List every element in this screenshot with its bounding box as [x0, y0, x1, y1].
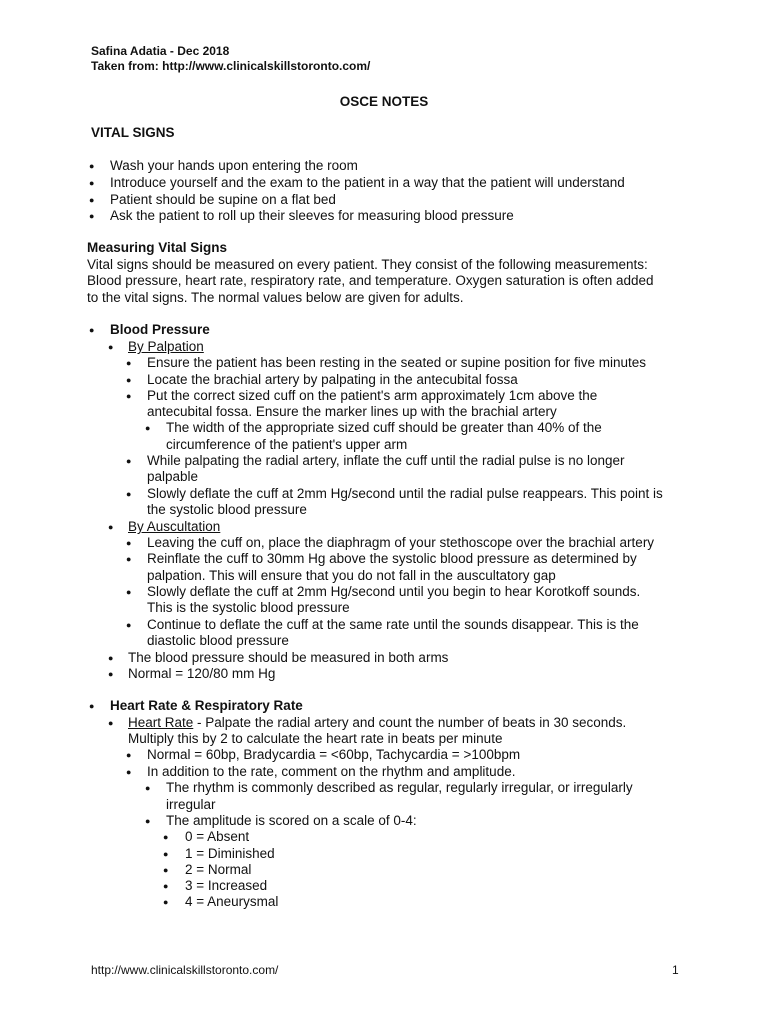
bullet-icon: ●: [89, 195, 95, 205]
author-line: Safina Adatia - Dec 2018: [91, 44, 230, 58]
bullet-icon: ●: [126, 358, 132, 368]
bullet-icon: ●: [126, 620, 132, 630]
list-item: 3 = Increased: [185, 878, 268, 893]
bullet-icon: ●: [89, 325, 95, 335]
bullet-icon: ●: [126, 767, 132, 777]
list-item: Continue to deflate the cuff at the same rate until the sounds disappear. This is the: [147, 617, 639, 632]
list-item-continued: circumference of the patient's upper arm: [166, 437, 408, 452]
bullet-icon: ●: [163, 865, 169, 875]
list-item-continued: This is the systolic blood pressure: [147, 600, 350, 615]
bullet-icon: ●: [126, 554, 132, 564]
bullet-icon: ●: [145, 423, 151, 433]
list-item: Normal = 120/80 mm Hg: [128, 666, 276, 681]
list-item: Reinflate the cuff to 30mm Hg above the systolic blood pressure as determined by: [147, 551, 637, 566]
list-item: Normal = 60bp, Bradycardia = <60bp, Tachycardia = >100bpm: [147, 747, 521, 762]
bp-heading: Blood Pressure: [110, 322, 210, 337]
list-item: The rhythm is commonly described as regular, regularly irregular, or irregularly: [166, 780, 633, 795]
heart-rate-label: Heart Rate: [128, 715, 194, 730]
list-item: Leaving the cuff on, place the diaphragm of your stethoscope over the brachial artery: [147, 535, 655, 550]
bullet-icon: ●: [108, 653, 114, 663]
paragraph-line: to the vital signs. The normal values below are given for adults.: [87, 290, 464, 305]
bullet-icon: ●: [163, 849, 169, 859]
list-item: Slowly deflate the cuff at 2mm Hg/second until you begin to hear Korotkoff sounds.: [147, 584, 641, 599]
paragraph-line: Blood pressure, heart rate, respiratory rate, and temperature. Oxygen saturation is often added: [87, 273, 654, 288]
bullet-icon: ●: [89, 211, 95, 221]
list-item: Slowly deflate the cuff at 2mm Hg/second until the radial pulse reappears. This point is: [147, 486, 663, 501]
list-item: 4 = Aneurysmal: [185, 894, 279, 909]
list-item-continued: Multiply this by 2 to calculate the heart rate in beats per minute: [128, 731, 503, 746]
list-item: Put the correct sized cuff on the patient's arm approximately 1cm above the: [147, 388, 598, 403]
bullet-icon: ●: [108, 718, 114, 728]
list-item: The blood pressure should be measured in both arms: [128, 650, 449, 665]
list-item: The amplitude is scored on a scale of 0-4:: [166, 813, 417, 828]
list-item: Ask the patient to roll up their sleeves for measuring blood pressure: [110, 208, 514, 223]
auscultation-label: By Auscultation: [128, 519, 221, 534]
document-title: OSCE NOTES: [339, 94, 429, 109]
bullet-icon: ●: [126, 489, 132, 499]
paragraph-line: Vital signs should be measured on every patient. They consist of the following measurements:: [87, 257, 648, 272]
page-number: 1: [672, 963, 679, 977]
bullet-icon: ●: [145, 816, 151, 826]
section-heading: VITAL SIGNS: [91, 125, 175, 140]
bullet-icon: ●: [89, 701, 95, 711]
list-item: In addition to the rate, comment on the rhythm and amplitude.: [147, 764, 516, 779]
bullet-icon: ●: [126, 456, 132, 466]
bullet-icon: ●: [163, 832, 169, 842]
list-item: Patient should be supine on a flat bed: [110, 192, 336, 207]
bullet-icon: ●: [108, 522, 114, 532]
list-item: The width of the appropriate sized cuff should be greater than 40% of the: [166, 420, 602, 435]
list-item: Ensure the patient has been resting in the seated or supine position for five minutes: [147, 355, 647, 370]
bullet-icon: ●: [108, 669, 114, 679]
list-item-continued: irregular: [166, 797, 216, 812]
bullet-icon: ●: [145, 783, 151, 793]
footer-url: http://www.clinicalskillstoronto.com/: [91, 963, 279, 977]
palpation-label: By Palpation: [128, 339, 204, 354]
bullet-icon: ●: [163, 881, 169, 891]
list-item-continued: diastolic blood pressure: [147, 633, 289, 648]
bullet-icon: ●: [126, 375, 132, 385]
list-item-continued: the systolic blood pressure: [147, 502, 307, 517]
list-item-continued: antecubital fossa. Ensure the marker lines up with the brachial artery: [147, 404, 557, 419]
subsection-heading: Measuring Vital Signs: [87, 240, 228, 255]
heart-rate-text: - Palpate the radial artery and count the number of beats in 30 seconds.: [193, 715, 627, 730]
list-item: Introduce yourself and the exam to the patient in a way that the patient will understand: [110, 175, 625, 190]
bullet-icon: ●: [163, 897, 169, 907]
source-line: Taken from: http://www.clinicalskillstoronto.com/: [91, 59, 371, 73]
bullet-icon: ●: [126, 587, 132, 597]
bullet-icon: ●: [126, 538, 132, 548]
list-item: 0 = Absent: [185, 829, 250, 844]
list-item: [128, 715, 626, 731]
hr-heading: Heart Rate & Respiratory Rate: [110, 698, 303, 713]
list-item: Locate the brachial artery by palpating in the antecubital fossa: [147, 372, 518, 387]
document-header: [91, 44, 370, 74]
list-item: 2 = Normal: [185, 862, 252, 877]
list-item-continued: palpable: [147, 469, 199, 484]
bullet-icon: ●: [126, 750, 132, 760]
bullet-icon: ●: [89, 178, 95, 188]
list-item: 1 = Diminished: [185, 846, 275, 861]
bullet-icon: ●: [108, 342, 114, 352]
list-item: Wash your hands upon entering the room: [110, 158, 358, 173]
list-item: While palpating the radial artery, inflate the cuff until the radial pulse is no longer: [147, 453, 625, 468]
list-item-continued: palpation. This will ensure that you do not fall in the auscultatory gap: [147, 568, 556, 583]
bullet-icon: ●: [126, 391, 132, 401]
bullet-icon: ●: [89, 161, 95, 171]
